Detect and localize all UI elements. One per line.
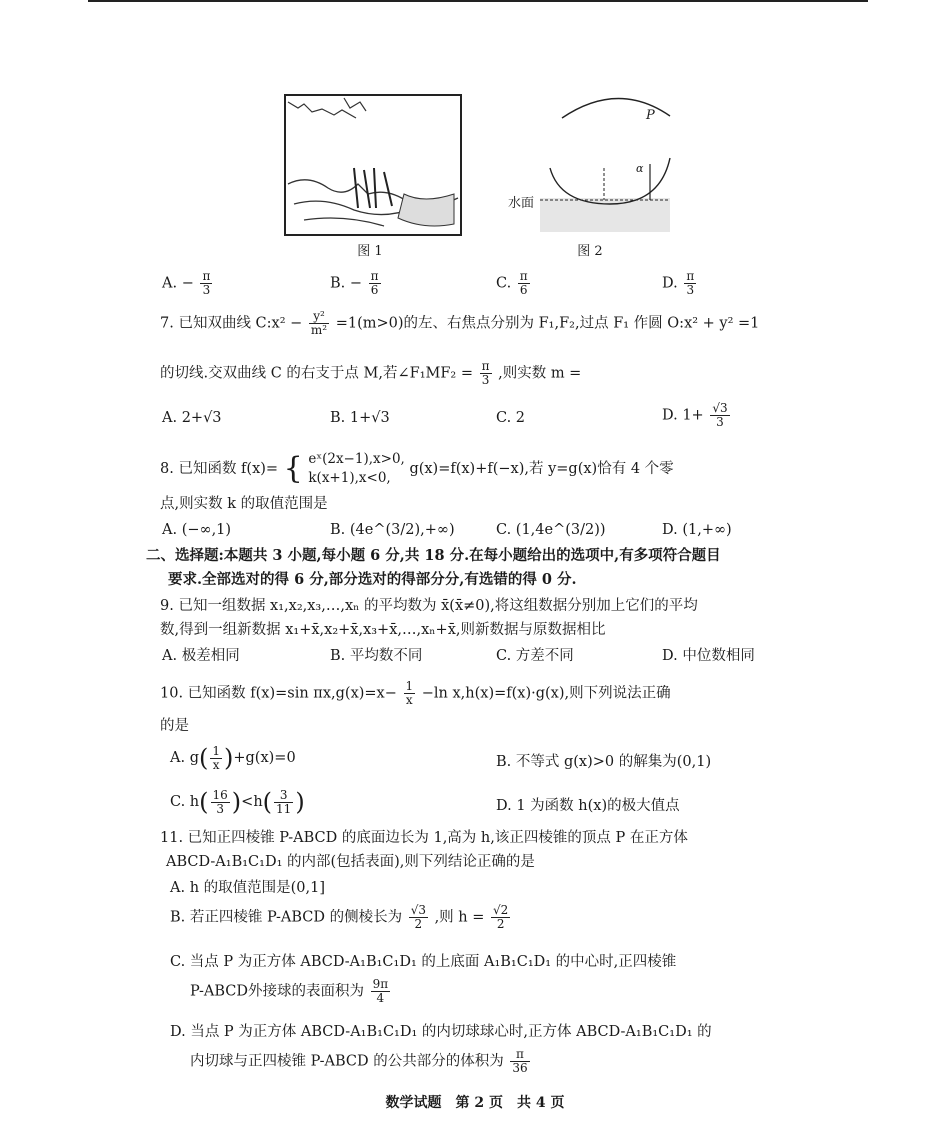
fraction [518,270,530,297]
figure-1-caption: 图 1 [357,244,383,259]
numerator: π [370,269,379,283]
fraction [210,745,222,772]
q10-option-d: D. 1 为函数 h(x)的极大值点 [496,798,680,814]
q11-option-c-line-2 [190,978,392,1005]
q11-line-2: ABCD-A₁B₁C₁D₁ 的内部(包括表面),则下列结论正确的是 [166,854,535,870]
fraction [371,978,391,1005]
q7-text-c: 的切线.交双曲线 C 的右支于点 M,若∠F₁MF₂ = [160,365,473,382]
q10-text-a: 10. 已知函数 f(x)=sin πx,g(x)=x− [160,685,397,702]
q9-option-b: B. 平均数不同 [330,648,423,664]
q7-option-c: C. 2 [496,410,526,426]
numerator: y² [309,310,329,324]
q6-option-a [162,270,214,297]
q11-option-d-line-2 [190,1048,532,1075]
q10-option-c-label: C. h [170,794,200,810]
fraction [211,789,230,816]
top-border [88,0,868,2]
q10-line-2: 的是 [160,718,189,734]
q8-line-2: 点,则实数 k 的取值范围是 [160,496,328,512]
fraction [309,310,329,337]
denominator: 3 [202,283,211,297]
fraction [510,1048,529,1075]
denominator: 3 [686,283,695,297]
q7-line-2 [160,360,581,387]
fraction [200,270,212,297]
q9-option-c: C. 方差不同 [496,648,574,664]
denominator: 6 [370,283,379,297]
page-footer: 数学试题 第 2 页 共 4 页 [385,1095,565,1111]
fraction [409,904,428,931]
q8-option-a: A. (−∞,1) [162,522,232,538]
q11-option-d-text: 内切球与正四棱锥 P-ABCD 的公共部分的体积为 [190,1053,504,1070]
numerator: √3 [712,401,728,415]
q7-option-d [662,402,732,429]
numerator: 9π [372,977,389,991]
q10-option-c-text: <h [241,794,263,810]
fraction [274,789,293,816]
figure-2-water-label: 水面 [508,196,535,211]
q11-option-c-line-1: C. 当点 P 为正方体 ABCD-A₁B₁C₁D₁ 的上底面 A₁B₁C₁D₁ 的中心时,正四棱锥 [170,954,677,970]
fraction [369,270,381,297]
section-2-instructions: 要求.全部选对的得 6 分,部分选对的得部分分,有选错的得 0 分. [168,571,577,588]
q11-option-b-text: ,则 h = [434,909,485,926]
numerator: 1 [212,743,220,758]
q6-option-d [662,270,698,297]
denominator: m² [310,323,328,337]
numerator: π [519,269,528,283]
fraction [404,680,416,707]
q11-option-c-text: P-ABCD外接球的表面积为 [190,983,364,1000]
numerator: π [686,269,695,283]
denominator: 2 [414,917,423,931]
figure-2-angle-label: α [636,162,644,175]
fraction [684,270,696,297]
q7-option-a: A. 2+√3 [162,410,222,426]
q10-option-c: C. h( $\frac{16}{3}$ )<h( $\frac{3}{11}$ ) [170,787,305,816]
q8-option-c: C. (1,4e^(3/2)) [496,522,606,538]
q11-line-1: 11. 已知正四棱锥 P-ABCD 的底面边长为 1,高为 h,该正四棱锥的顶点 P 在正方体 [160,830,688,846]
q9-line-2: 数,得到一组新数据 x₁+x̄,x₂+x̄,x₃+x̄,…,xₙ+x̄,则新数据与原数据相比 [160,622,606,638]
q6-option-c-label: C. [496,275,512,292]
case-1: eˣ(2x−1),x>0, [308,451,405,467]
denominator: x [405,693,413,707]
denominator: 3 [481,373,490,387]
brace: { [283,451,303,486]
piecewise-cases [308,450,404,488]
denominator: 2 [496,917,505,931]
q9-option-d: D. 中位数相同 [662,648,755,664]
q7-option-b: B. 1+√3 [330,410,390,426]
q11-option-a: A. h 的取值范围是(0,1] [170,880,326,896]
q8-text-a: 8. 已知函数 f(x)= [160,461,279,477]
numerator: 1 [405,679,414,693]
denominator: 36 [512,1061,528,1075]
q9-line-1: 9. 已知一组数据 x₁,x₂,x₃,…,xₙ 的平均数为 x̄(x̄≠0),将这组数据分别加上它们的平均 [160,598,698,614]
fraction [491,904,510,931]
denominator: 11 [276,801,292,816]
denominator: 3 [716,415,724,429]
figure-2-point-label: P [646,108,655,123]
denominator: 6 [519,283,528,297]
fraction [710,402,729,429]
numerator: 3 [274,789,293,803]
numerator: 16 [212,787,228,802]
q6-option-d-label: D. [662,275,678,292]
case-2: k(x+1),x<0, [308,470,391,486]
q6-option-b [330,270,383,297]
denominator: 3 [216,801,224,816]
q9-option-a: A. 极差相同 [162,648,240,664]
numerator: √3 [410,903,426,917]
q7-text-a: 7. 已知双曲线 C:x² − [160,315,303,332]
numerator: π [202,269,211,283]
section-2-heading: 二、选择题:本题共 3 小题,每小题 6 分,共 18 分.在每小题给出的选项中,有多项符合题目 [146,547,721,564]
q10-line-1 [160,680,671,707]
q7-line-1 [160,310,759,337]
q11-option-d-line-1: D. 当点 P 为正方体 ABCD-A₁B₁C₁D₁ 的内切球球心时,正方体 ABCD-A₁B₁C₁D₁ 的 [170,1024,712,1040]
q6-option-c [496,270,532,297]
q8-text-b: g(x)=f(x)+f(−x),若 y=g(x)恰有 4 个零 [409,461,674,477]
q7-text-d: ,则实数 m = [498,365,582,382]
numerator: √2 [493,903,509,917]
numerator: π [481,359,490,373]
q7-option-d-label: D. 1+ [662,407,704,424]
q6-option-a-label: A. − [162,275,194,292]
q8-option-b: B. (4e^(3/2),+∞) [330,522,455,538]
q8-option-d: D. (1,+∞) [662,522,732,538]
q10-option-b: B. 不等式 g(x)>0 的解集为(0,1) [496,754,712,770]
q6-option-b-label: B. − [330,275,363,292]
figure-2-caption: 图 2 [577,244,603,259]
figure-1-landscape [284,94,462,236]
q10-text-b: −ln x,h(x)=f(x)·g(x),则下列说法正确 [421,685,671,702]
denominator: 4 [376,991,385,1005]
q10-option-a: A. g( $\frac{1}{x}$ )+g(x)=0 [170,743,296,772]
q7-text-b: =1(m>0)的左、右焦点分别为 F₁,F₂,过点 F₁ 作圆 O:x² + y² =1 [335,315,760,332]
q10-option-a-label: A. g [170,750,199,766]
q10-option-a-text: +g(x)=0 [233,750,296,766]
q8-line-1 [160,450,674,488]
denominator: x [212,757,220,772]
q11-option-b [170,904,512,931]
fraction [480,360,492,387]
numerator: π [510,1048,529,1062]
q11-option-b-label: B. 若正四棱锥 P-ABCD 的侧棱长为 [170,909,403,926]
